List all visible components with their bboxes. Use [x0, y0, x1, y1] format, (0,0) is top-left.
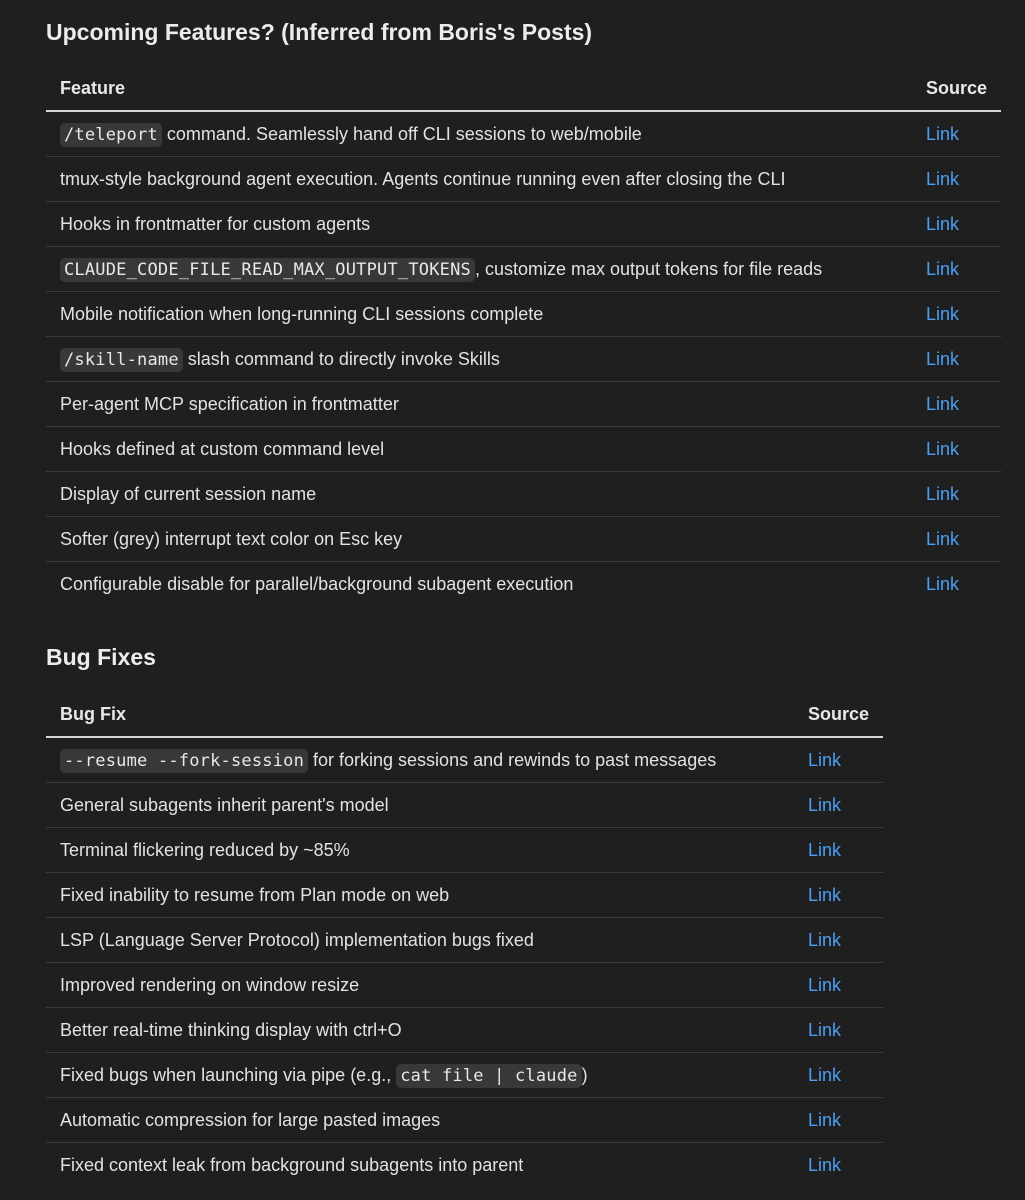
table-row: [46, 427, 1001, 472]
table-row: [46, 157, 1001, 202]
table-row: [46, 737, 883, 783]
bug-fix-text: Automatic compression for large pasted images: [60, 1109, 441, 1130]
source-cell: [794, 1098, 883, 1143]
source-cell: [794, 1143, 883, 1188]
features-heading: Upcoming Features? (Inferred from Boris's Posts): [46, 19, 593, 45]
source-link[interactable]: Link: [807, 1019, 841, 1040]
inline-code: CLAUDE_CODE_FILE_READ_MAX_OUTPUT_TOKENS: [60, 258, 475, 282]
bug-fix-column-header: Bug Fix: [46, 692, 794, 737]
table-row: [46, 111, 1001, 157]
source-link[interactable]: Link: [807, 929, 841, 950]
source-cell: [794, 1008, 883, 1053]
source-cell: [912, 562, 1001, 607]
feature-cell: [46, 111, 912, 157]
bugs-header-row: [46, 692, 883, 737]
inline-code: /teleport: [60, 123, 162, 147]
bug-fix-cell: [46, 783, 794, 828]
source-link[interactable]: Link: [925, 483, 959, 504]
source-cell: [794, 873, 883, 918]
source-link[interactable]: Link: [925, 168, 959, 189]
features-table: [46, 66, 1001, 606]
bug-fix-cell: [46, 1053, 794, 1098]
bug-fix-text: Fixed inability to resume from Plan mode on web: [60, 884, 450, 905]
table-row: [46, 1098, 883, 1143]
source-column-header: Source: [912, 66, 1001, 111]
table-row: [46, 247, 1001, 292]
feature-text: slash command to directly invoke Skills: [182, 348, 500, 369]
source-column-header: Source: [794, 692, 883, 737]
source-cell: [912, 337, 1001, 382]
source-cell: [912, 472, 1001, 517]
bug-fix-text: LSP (Language Server Protocol) implementation bugs fixed: [60, 929, 534, 950]
bug-fix-text: Terminal flickering reduced by ~85%: [60, 839, 350, 860]
table-row: [46, 828, 883, 873]
bug-fix-text: for forking sessions and rewinds to past messages: [308, 749, 717, 770]
source-link[interactable]: Link: [925, 213, 959, 234]
table-row: [46, 202, 1001, 247]
table-row: [46, 783, 883, 828]
source-cell: [794, 918, 883, 963]
bug-fix-text: Better real-time thinking display with ctrl+O: [60, 1019, 402, 1040]
feature-text: Mobile notification when long-running CLI sessions complete: [60, 303, 544, 324]
source-link[interactable]: Link: [807, 884, 841, 905]
inline-code: cat file | claude: [396, 1064, 581, 1088]
feature-cell: [46, 517, 912, 562]
bug-fix-cell: [46, 873, 794, 918]
bug-fix-cell: [46, 1143, 794, 1188]
source-link[interactable]: Link: [925, 258, 959, 279]
feature-text: Softer (grey) interrupt text color on Esc key: [60, 528, 403, 549]
source-cell: [912, 427, 1001, 472]
source-link[interactable]: Link: [807, 794, 841, 815]
source-cell: [912, 292, 1001, 337]
source-cell: [794, 828, 883, 873]
table-row: [46, 337, 1001, 382]
source-cell: [794, 963, 883, 1008]
source-link[interactable]: Link: [925, 438, 959, 459]
source-cell: [912, 382, 1001, 427]
feature-cell: [46, 382, 912, 427]
table-row: [46, 292, 1001, 337]
feature-text: Display of current session name: [60, 483, 317, 504]
bug-fix-cell: [46, 1098, 794, 1143]
table-row: [46, 918, 883, 963]
feature-cell: [46, 202, 912, 247]
source-link[interactable]: Link: [807, 1064, 841, 1085]
source-link[interactable]: Link: [925, 348, 959, 369]
bug-fix-cell: [46, 828, 794, 873]
feature-text: Hooks defined at custom command level: [60, 438, 385, 459]
bug-fix-text: Fixed context leak from background subagents into parent: [60, 1154, 524, 1175]
source-link[interactable]: Link: [807, 1154, 841, 1175]
feature-cell: [46, 562, 912, 607]
bug-fix-text: Fixed bugs when launching via pipe (e.g.,: [60, 1064, 397, 1085]
inline-code: /skill-name: [60, 348, 183, 372]
source-cell: [912, 157, 1001, 202]
table-row: [46, 1008, 883, 1053]
features-header-row: [46, 66, 1001, 111]
feature-text: , customize max output tokens for file reads: [474, 258, 823, 279]
bug-fix-cell: [46, 963, 794, 1008]
source-cell: [912, 111, 1001, 157]
feature-cell: [46, 337, 912, 382]
feature-text: Hooks in frontmatter for custom agents: [60, 213, 371, 234]
table-row: [46, 562, 1001, 607]
bug-fix-text: Improved rendering on window resize: [60, 974, 360, 995]
bug-fix-cell: [46, 1008, 794, 1053]
source-cell: [912, 247, 1001, 292]
source-link[interactable]: Link: [925, 123, 959, 144]
table-row: [46, 517, 1001, 562]
source-cell: [794, 783, 883, 828]
feature-cell: [46, 157, 912, 202]
source-link[interactable]: Link: [925, 393, 959, 414]
feature-text: command. Seamlessly hand off CLI sessions to web/mobile: [161, 123, 642, 144]
feature-text: Per-agent MCP specification in frontmatter: [60, 393, 399, 414]
document: [46, 0, 1025, 1200]
source-link[interactable]: Link: [925, 528, 959, 549]
source-cell: [794, 1053, 883, 1098]
feature-cell: [46, 427, 912, 472]
table-row: [46, 1053, 883, 1098]
source-link[interactable]: Link: [807, 839, 841, 860]
bug-fix-cell: [46, 918, 794, 963]
bug-fixes-heading: Bug Fixes: [46, 644, 156, 670]
source-cell: [912, 202, 1001, 247]
source-link[interactable]: Link: [925, 303, 959, 324]
table-row: [46, 472, 1001, 517]
table-row: [46, 1143, 883, 1188]
feature-column-header: Feature: [46, 66, 912, 111]
bug-fixes-table: [46, 692, 883, 1187]
source-link[interactable]: Link: [807, 1109, 841, 1130]
source-link[interactable]: Link: [925, 573, 959, 594]
source-link[interactable]: Link: [807, 749, 841, 770]
feature-cell: [46, 247, 912, 292]
feature-text: Configurable disable for parallel/background subagent execution: [60, 573, 574, 594]
source-cell: [912, 517, 1001, 562]
source-cell: [794, 737, 883, 783]
feature-cell: [46, 292, 912, 337]
bug-fix-text-after: ): [581, 1064, 588, 1085]
inline-code: --resume --fork-session: [60, 749, 308, 773]
source-link[interactable]: Link: [807, 974, 841, 995]
table-row: [46, 382, 1001, 427]
table-row: [46, 963, 883, 1008]
table-row: [46, 873, 883, 918]
feature-text: tmux-style background agent execution. Agents continue running even after closing the CLI: [60, 168, 786, 189]
bug-fix-text: General subagents inherit parent's model: [60, 794, 389, 815]
bug-fix-cell: [46, 737, 794, 783]
feature-cell: [46, 472, 912, 517]
